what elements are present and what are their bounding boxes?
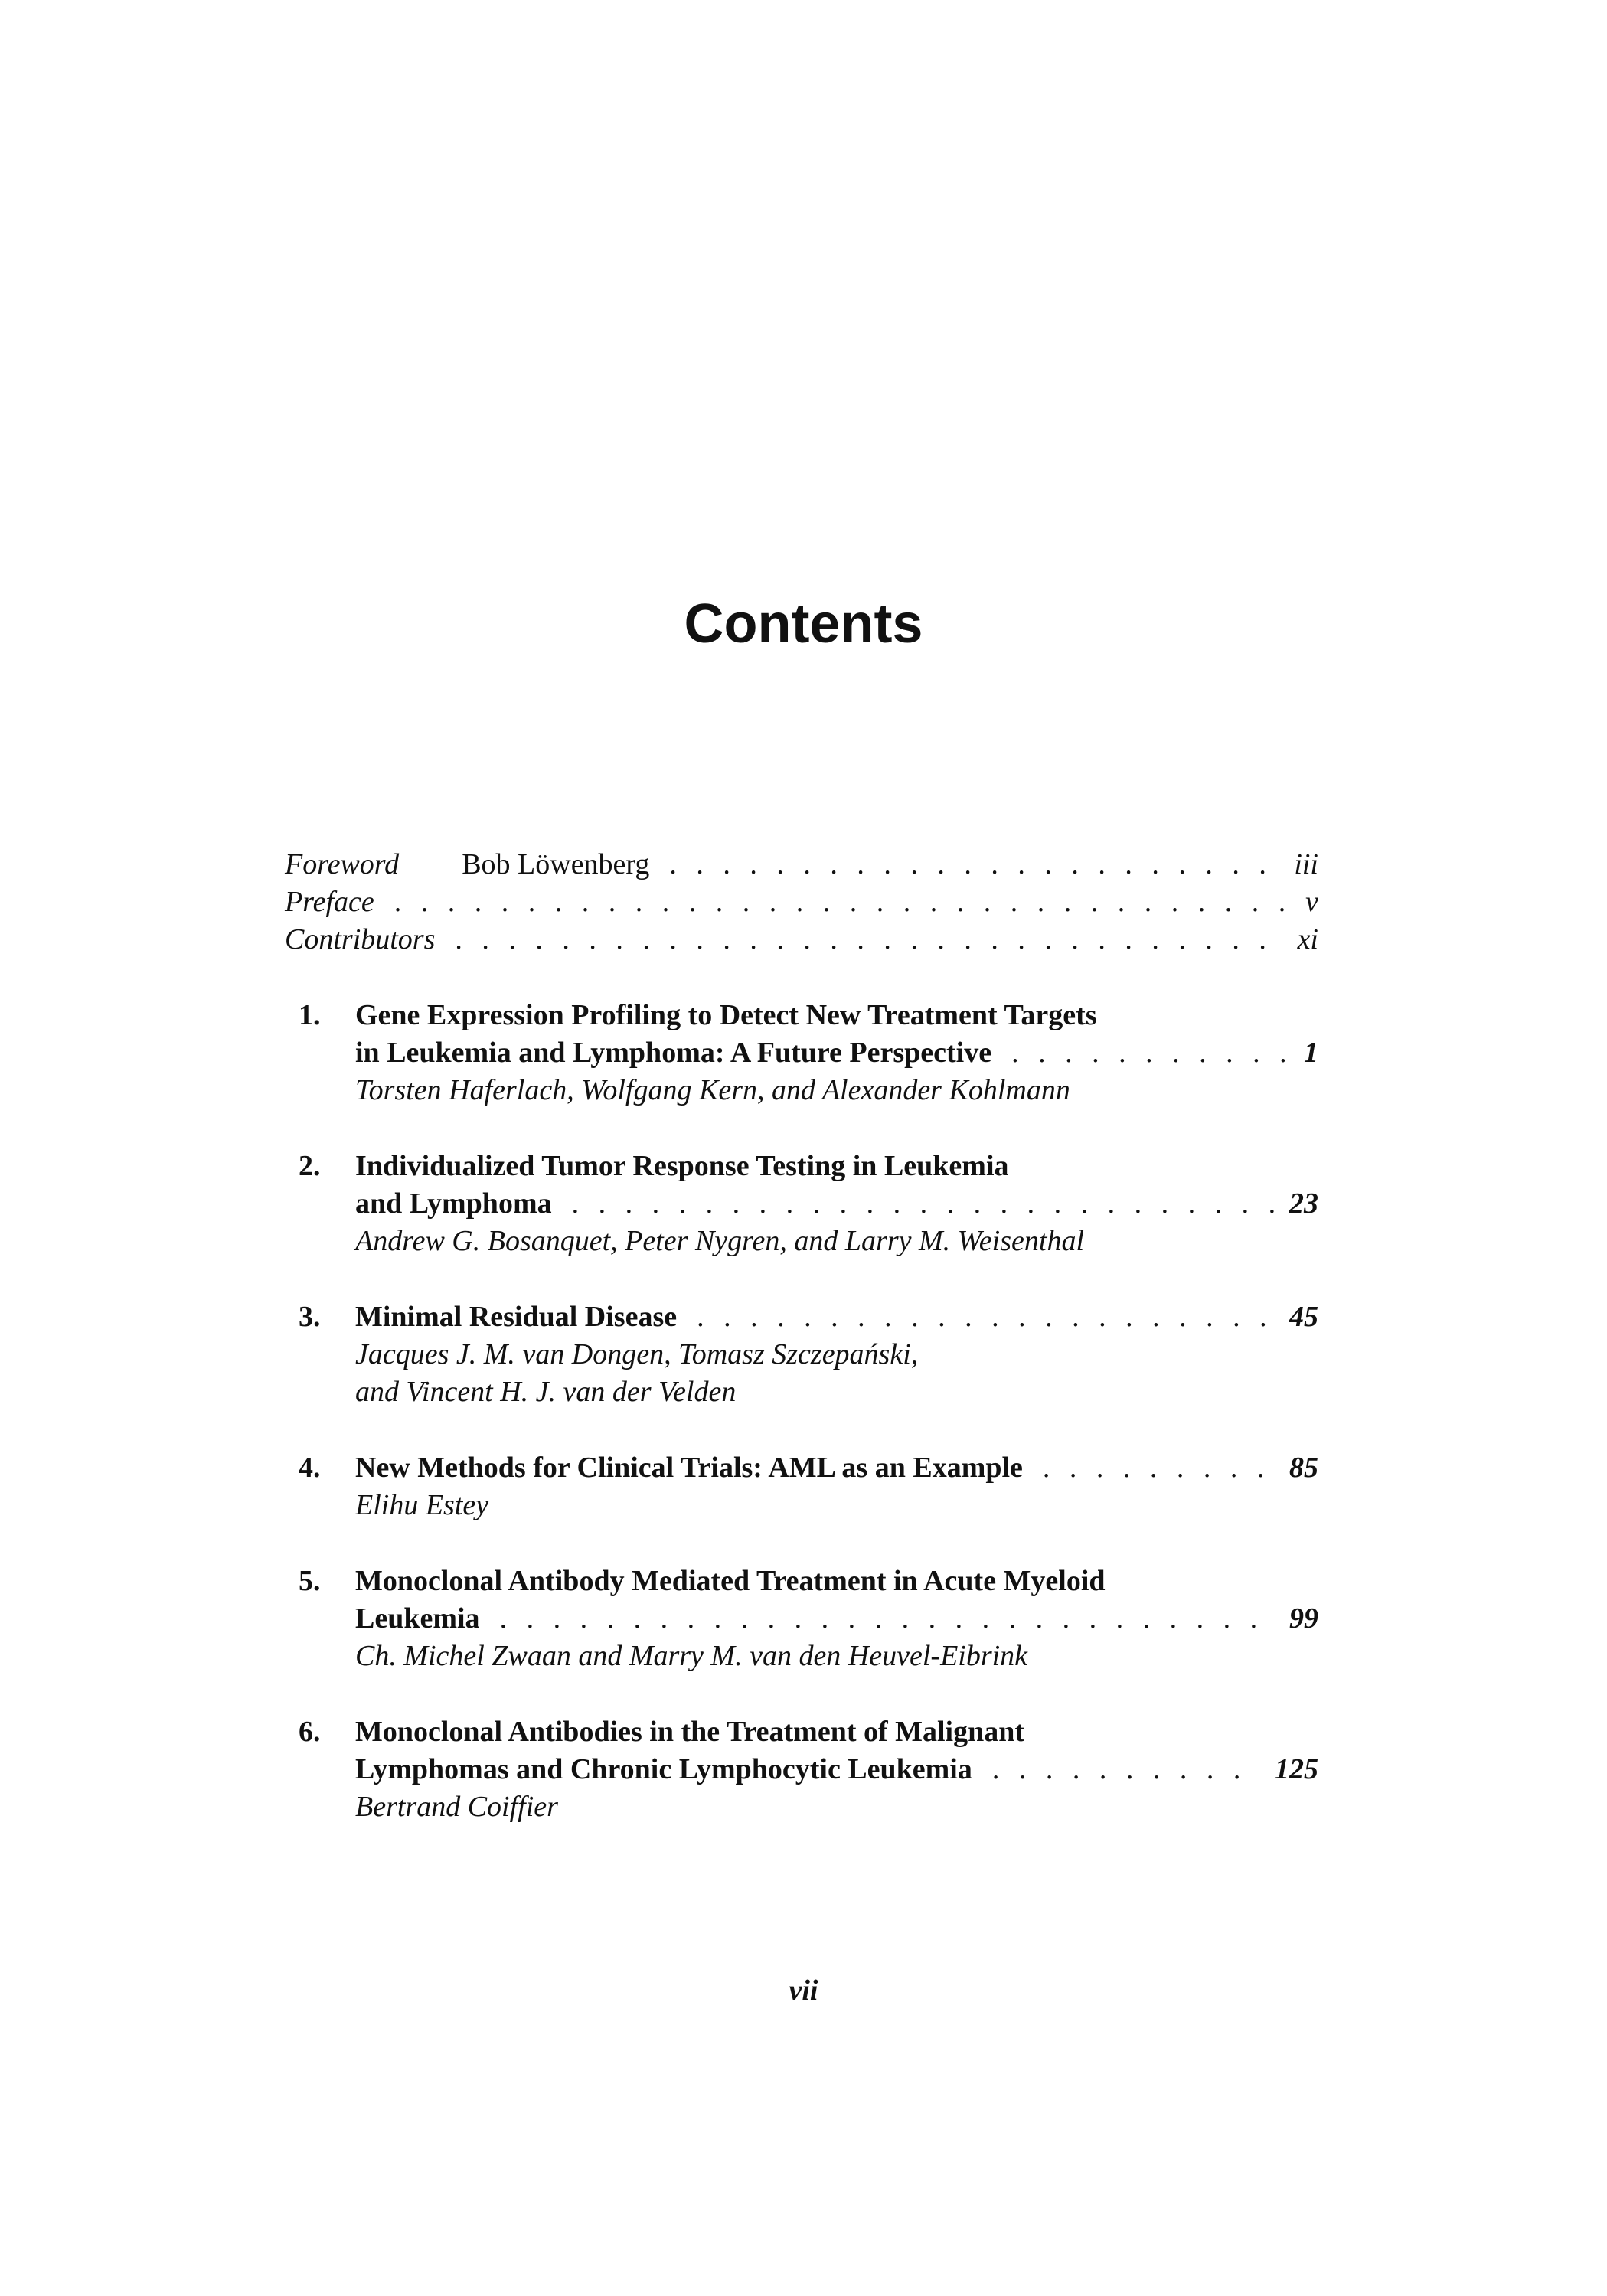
author-line: Torsten Haferlach, Wolfgang Kern, and Alexander Kohlmann	[355, 1074, 1070, 1106]
dot-leader	[394, 883, 1292, 921]
chapter-title: Lymphomas and Chronic Lymphocytic Leukemia	[355, 1753, 972, 1785]
chapter-authors	[285, 1486, 1318, 1524]
dot-leader	[697, 1298, 1275, 1336]
toc-entry-contributors	[285, 920, 1318, 959]
front-matter-label: Foreword	[285, 848, 400, 880]
page-number: 125	[1275, 1753, 1318, 1785]
chapter-title: Individualized Tumor Response Testing in Leukemia	[355, 1150, 1009, 1182]
page-number: 99	[1289, 1602, 1318, 1635]
chapter-title: and Lymphoma	[355, 1187, 552, 1220]
chapter-title: Minimal Residual Disease	[355, 1301, 678, 1333]
toc-entry-foreword	[285, 845, 1318, 883]
dot-leader	[1043, 1448, 1275, 1487]
chapter-title: Monoclonal Antibody Mediated Treatment in Acute Myeloid	[355, 1565, 1106, 1597]
chapter-authors	[285, 1335, 1318, 1373]
dot-leader	[455, 920, 1283, 959]
page-number: iii	[1294, 848, 1318, 880]
dot-leader	[1011, 1034, 1290, 1072]
author-line: Ch. Michel Zwaan and Marry M. van den Heuvel-Eibrink	[355, 1640, 1028, 1672]
chapter-number: 1.	[299, 999, 321, 1031]
author-line: Bertrand Coiffier	[355, 1791, 558, 1823]
dot-leader	[572, 1184, 1275, 1223]
chapter-title: in Leukemia and Lymphoma: A Future Perspective	[355, 1037, 992, 1069]
chapter-authors	[285, 1788, 1318, 1826]
page-title: Contents	[684, 593, 923, 655]
chapter-title: New Methods for Clinical Trials: AML as an Example	[355, 1452, 1023, 1484]
dot-leader	[992, 1750, 1261, 1788]
chapter-number: 4.	[299, 1452, 321, 1484]
author-line: and Vincent H. J. van der Velden	[355, 1376, 737, 1408]
author-line: Elihu Estey	[355, 1489, 489, 1521]
chapter-title-line	[285, 1750, 1318, 1788]
chapter-title: Gene Expression Profiling to Detect New Treatment Targets	[355, 999, 1097, 1031]
chapter-title-line	[285, 1147, 1318, 1185]
toc-entry-preface	[285, 883, 1318, 921]
chapter-title-line	[285, 1562, 1318, 1600]
dot-leader	[500, 1599, 1275, 1638]
front-matter-label: Preface	[285, 886, 374, 918]
chapter-title: Leukemia	[355, 1602, 480, 1635]
chapter-number: 5.	[299, 1565, 321, 1597]
chapter-title-line	[285, 1298, 1318, 1336]
chapter-number: 2.	[299, 1150, 321, 1182]
page-number: 1	[1304, 1037, 1318, 1069]
page-folio: vii	[789, 1974, 818, 2007]
page-number: 45	[1289, 1301, 1318, 1333]
page-number: v	[1305, 886, 1318, 918]
chapter-title-line	[285, 996, 1318, 1034]
author-line: Andrew G. Bosanquet, Peter Nygren, and Larry M. Weisenthal	[355, 1225, 1085, 1257]
chapter-title: Monoclonal Antibodies in the Treatment of Malignant	[355, 1716, 1025, 1748]
chapter-title-line	[285, 1184, 1318, 1223]
chapter-title-line	[285, 1599, 1318, 1638]
front-matter-author: Bob Löwenberg	[462, 848, 650, 880]
chapter-authors	[285, 1637, 1318, 1675]
chapter-title-line	[285, 1448, 1318, 1487]
page-number: xi	[1297, 923, 1318, 955]
chapter-authors	[285, 1071, 1318, 1109]
author-line: Jacques J. M. van Dongen, Tomasz Szczepański,	[355, 1338, 919, 1370]
dot-leader	[669, 845, 1280, 883]
page-number: 23	[1289, 1187, 1318, 1220]
front-matter-label: Contributors	[285, 923, 436, 955]
chapter-authors	[285, 1373, 1318, 1411]
chapter-title-line	[285, 1034, 1318, 1072]
chapter-number: 3.	[299, 1301, 321, 1333]
page-number: 85	[1289, 1452, 1318, 1484]
chapter-title-line	[285, 1713, 1318, 1751]
chapter-number: 6.	[299, 1716, 321, 1748]
chapter-authors	[285, 1222, 1318, 1260]
